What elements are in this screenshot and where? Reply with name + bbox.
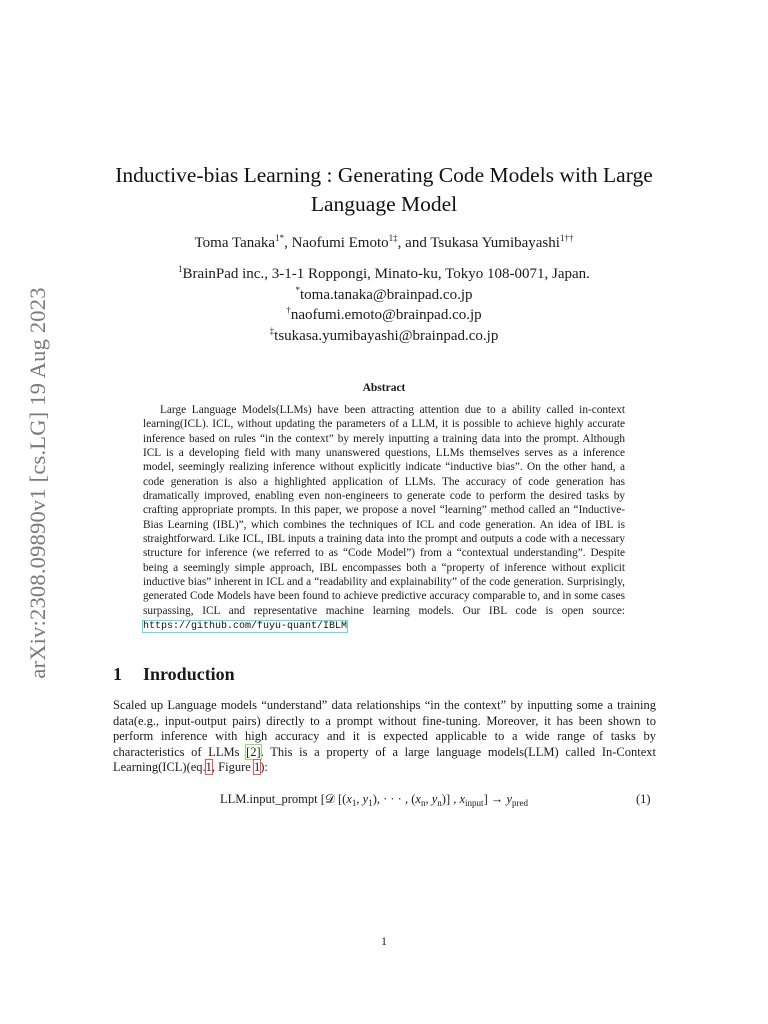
email-1-text: toma.tanaka@brainpad.co.jp — [300, 286, 473, 303]
author-3-name: Tsukasa Yumibayashi — [430, 235, 560, 251]
eq-ypred: y — [506, 792, 513, 806]
eq-yn: y — [431, 792, 438, 806]
github-url-link[interactable]: https://github.com/fuyu-quant/IBLM — [143, 621, 348, 633]
author-2-name: Naofumi Emoto — [291, 235, 389, 251]
eq-xinput-sub: input — [465, 798, 484, 808]
eq-xinput: x — [459, 792, 466, 806]
affiliation-email-2 — [100, 305, 668, 326]
intro-text-4: ): — [260, 760, 268, 775]
equation-ref-link[interactable]: 1 — [205, 760, 212, 775]
section-heading-introduction — [113, 664, 235, 685]
author-3-prefix: and — [405, 235, 427, 251]
eq-x1: x — [346, 792, 352, 806]
eq-ypred-sub: pred — [512, 798, 529, 808]
institution-text: BrainPad inc., 3-1-1 Roppongi, Minato-ku, Tokyo 108-0071, Japan. — [182, 266, 590, 282]
abstract-paragraph — [143, 403, 625, 635]
author-3-marks: 1†† — [559, 233, 574, 243]
paper-title — [100, 161, 668, 219]
email-3-mark: ‡ — [269, 325, 275, 336]
figure-ref-link[interactable]: 1 — [253, 760, 261, 775]
intro-text-1: Scaled up Language models “understand” data relationships “in the context” by inputting some a training data(e.g., input-output pairs) directly to a prompt without fine-tuning. Moreover, it has been shown to perform inference with high accuracy and it is expected applicable to a wide range of tasks by characteristics of LLMs — [113, 698, 656, 759]
equation-lhs: LLM.input_prompt — [220, 792, 318, 806]
affiliation-email-3 — [100, 326, 668, 347]
abstract-text: Large Language Models(LLMs) have been attracting attention due to a ability called in-context learning(ICL). ICL, without updating the parameters of a LLM, it is possible to achieve highly accurate inference based on rules “in the context” by merely inputting a training data into the prompt. Although ICL is a developing field with many unanswered questions, LLMs themselves serves as a inference model, seemingly realizing inference without explicitly indicate “inductive bias”. On the other hand, a code generation is also a highlighted application of LLMs. The accuracy of code generation has dramatically improved, enabling even non-engineers to generate code to perform the desired tasks by crafting appropriate prompts. In this paper, we propose a novel “learning” method called an “Inductive-Bias Learning (IBL)”, which combines the techniques of ICL and code generation. An idea of IBL is straightforward. Like ICL, IBL inputs a training data into the prompt and outputs a code with a necessary structure for inference (we referred to as “Code Model”) from a “contextual understanding”. Despite being a seemingly simple approach, IBL encompasses both a “property of inference without explicit inductive bias” inherent in ICL and a “readability and explainability” of the code generation. Surprisingly, generated Code Models have been found to achieve predictive accuracy comparable to, and in some cases surpassing, ICL and representative machine learning models. Our IBL code is open source: — [143, 404, 625, 617]
email-2-mark: † — [286, 305, 291, 315]
eq-yn-sub: n — [437, 798, 442, 808]
intro-text-3: , Figure — [211, 760, 254, 775]
eq-y1: y — [362, 792, 369, 806]
introduction-paragraph — [113, 698, 656, 776]
affiliations — [100, 264, 668, 346]
eq-xn-sub: n — [420, 798, 426, 808]
page-number: 1 — [381, 934, 387, 948]
eq-x1-sub: 1 — [351, 798, 357, 808]
equation-dataset-symbol: 𝒟 — [324, 792, 335, 806]
author-2-marks: 1‡ — [388, 233, 398, 243]
section-number: 1 — [113, 664, 122, 684]
arxiv-identifier-stamp: arXiv:2308.09890v1 [cs.LG] 19 Aug 2023 — [25, 287, 50, 679]
eq-dots: · · · — [383, 792, 405, 806]
author-1-name: Toma Tanaka — [194, 235, 276, 251]
equation-number: (1) — [636, 792, 651, 806]
email-3-text: tsukasa.yumibayashi@brainpad.co.jp — [274, 327, 499, 344]
affiliation-email-1 — [100, 285, 668, 306]
author-1-marks: 1* — [275, 233, 285, 243]
email-2-text: naofumi.emoto@brainpad.co.jp — [290, 307, 482, 323]
citation-link[interactable]: [2] — [246, 744, 261, 759]
title-line-2: Language Model — [310, 192, 458, 216]
intro-text-2: . This is a property of a large language models(LLM) called In-Context Learning(ICL)(eq. — [113, 744, 656, 775]
eq-y1-sub: 1 — [368, 798, 373, 808]
affiliation-institution — [100, 264, 668, 285]
institution-mark: 1 — [178, 264, 183, 274]
abstract-heading: Abstract — [362, 382, 406, 394]
email-1-mark: * — [295, 284, 300, 295]
eq-xn: x — [415, 792, 421, 806]
title-line-1: Inductive-bias Learning : Generating Code Models with Large — [115, 163, 653, 187]
equation-1: LLM.input_prompt [𝒟 [($x_1$, $y_1$), · · · , ($x_n$, $y_n$)] , $x_{input}] \to y_{pred}$ — [220, 792, 529, 808]
section-title: Inroduction — [143, 664, 235, 684]
eq-arrow: → — [490, 792, 504, 806]
author-list: Toma Tanaka$^{1*}$, Naofumi Emoto$^{1\ddagger}$, and Tsukasa Yumibayashi$^{1\dagger\dagger}$ — [194, 233, 574, 251]
